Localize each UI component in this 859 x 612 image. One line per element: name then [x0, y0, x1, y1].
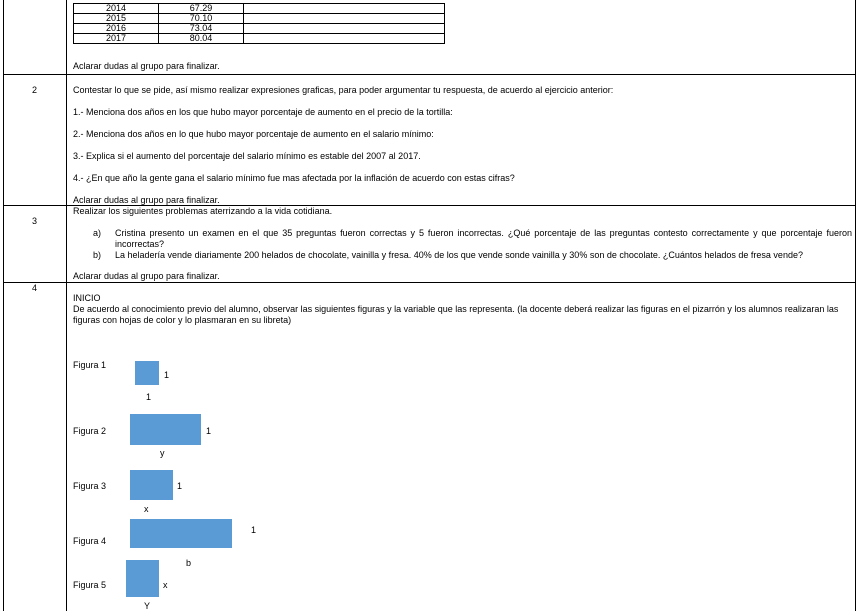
row-divider-3	[3, 282, 856, 283]
figure-5-bottom-label: Y	[144, 601, 151, 611]
row2-question-4: 4.- ¿En que año la gente gana el salario mínimo fue mas afectada por la inflación de acuerdo con estas cifras?	[73, 173, 515, 183]
row1-closing-text: Aclarar dudas al grupo para finalizar.	[73, 61, 220, 71]
figure-4-rectangle	[130, 519, 232, 548]
figure-1-square	[135, 361, 159, 385]
figure-5-side-label: x	[163, 580, 168, 590]
row4-number: 4	[32, 283, 38, 293]
table-right-border	[855, 0, 856, 611]
figure-2-bottom-label: y	[160, 448, 165, 458]
year-value-table	[73, 3, 445, 44]
empty-cell	[244, 4, 445, 14]
row2-number: 2	[32, 85, 38, 95]
figure-2-rectangle	[130, 414, 201, 445]
empty-cell	[244, 24, 445, 34]
row3-intro: Realizar los siguientes problemas aterrizando a la vida cotidiana.	[73, 206, 333, 216]
problem-b-text: La heladería vende diariamente 200 helados de chocolate, vainilla y fresa. 40% de los que vende sonde vainilla y 30% son de chocolate. ¿Cuántos helados de fresa vende?	[115, 250, 803, 260]
figure-4-bottom-label: b	[186, 558, 192, 568]
value-cell: 70.10	[159, 14, 244, 24]
figure-1-label: Figura 1	[73, 360, 107, 370]
table-row	[74, 14, 445, 24]
value-cell: 80.04	[159, 34, 244, 44]
row2-question-2: 2.- Menciona dos años en lo que hubo mayor porcentaje de aumento en el salario mínimo:	[73, 129, 434, 139]
empty-cell	[244, 34, 445, 44]
figure-3-label: Figura 3	[73, 481, 107, 491]
figure-1-bottom-label: 1	[146, 392, 152, 402]
table-row	[74, 4, 445, 14]
figure-1-side-label: 1	[164, 370, 170, 380]
row2-closing-text: Aclarar dudas al grupo para finalizar.	[73, 195, 220, 205]
empty-cell	[244, 14, 445, 24]
row3-number: 3	[32, 216, 38, 226]
year-cell: 2015	[74, 14, 159, 24]
row4-intro: De acuerdo al conocimiento previo del alumno, observar las siguientes figuras y la variable que las representa. (la docente deberá realizar las figuras en el pizarrón y los alumnos realizaran las figuras con hojas de color y lo plasmaran en su libreta)	[73, 304, 839, 325]
figure-5-label: Figura 5	[73, 580, 107, 590]
figure-4-side-label: 1	[251, 525, 257, 535]
table-column-divider	[66, 0, 67, 611]
figure-4-label: Figura 4	[73, 536, 107, 546]
figure-3-side-label: 1	[177, 481, 183, 491]
table-left-border	[3, 0, 4, 611]
table-row	[74, 34, 445, 44]
problem-b-marker: b)	[93, 250, 102, 260]
problem-a-marker: a)	[93, 228, 102, 238]
value-cell: 67.29	[159, 4, 244, 14]
year-cell: 2017	[74, 34, 159, 44]
problem-a-text: Cristina presento un examen en el que 35 preguntas fueron correctas y 5 fueron incorrectas. ¿Qué porcentaje de las preguntas contesto correctamente y que porcentaje fueron incorrectas?	[115, 228, 852, 249]
figure-5-rectangle	[126, 560, 159, 597]
table-row	[74, 24, 445, 34]
figure-2-label: Figura 2	[73, 426, 107, 436]
figure-3-rectangle	[130, 470, 173, 500]
figure-2-side-label: 1	[206, 426, 212, 436]
row-divider-1	[3, 74, 856, 75]
year-cell: 2016	[74, 24, 159, 34]
row2-question-3: 3.- Explica si el aumento del porcentaje del salario mínimo es estable del 2007 al 2017.	[73, 151, 421, 161]
year-cell: 2014	[74, 4, 159, 14]
figure-3-bottom-label: x	[144, 504, 149, 514]
row3-closing-text: Aclarar dudas al grupo para finalizar.	[73, 271, 220, 281]
value-cell: 73.04	[159, 24, 244, 34]
row4-heading: INICIO	[73, 293, 101, 303]
row2-question-1: 1.- Menciona dos años en los que hubo mayor porcentaje de aumento en el precio de la tortilla:	[73, 107, 453, 117]
row2-intro: Contestar lo que se pide, así mismo realizar expresiones graficas, para poder argumentar tu respuesta, de acuerdo al ejercicio anterior:	[73, 85, 614, 95]
